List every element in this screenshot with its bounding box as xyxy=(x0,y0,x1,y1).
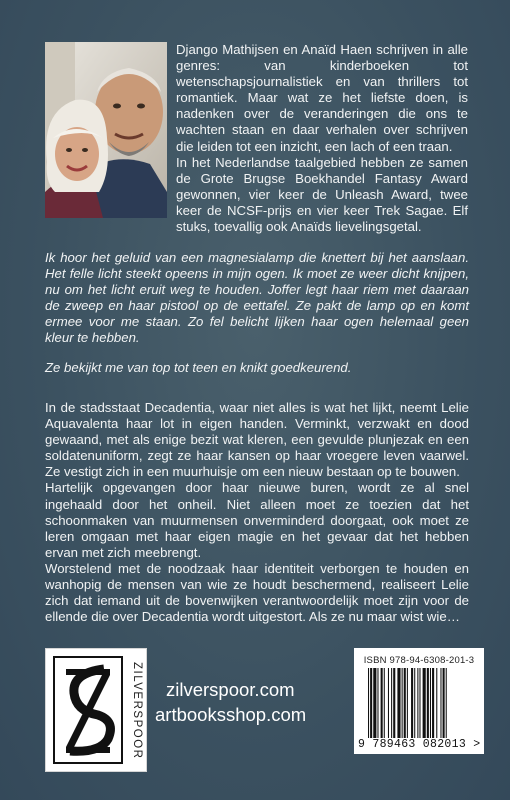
excerpt-paragraph: Ik hoor het geluid van een magnesialamp die knettert bij het aanslaan. Het felle licht steekt opeens in mijn ogen. Ik moet ze weer dicht knijpen, nu om het licht eruit weg te houden. Joffer legt haar riem met daaraan de zweep en haar pistool op de eettafel. Ze pakt de lamp op en komt ermee voor me staan. Zo fel belicht lijken haar ogen helemaal geen kleur te hebben. xyxy=(45,250,469,346)
book-blurb xyxy=(45,400,469,625)
isbn-barcode xyxy=(354,648,484,754)
barcode-icon xyxy=(368,668,476,738)
author-bio-paragraph: In het Nederlandse taalgebied hebben ze samen de Grote Brugse Boekhandel Fantasy Award gewonnen, vier keer de Unleash Award, twee keer de NCSF-prijs en vier keer Trek Sagae. Elf stuks, toevallig ook Anaïds lievelingsgetal. xyxy=(176,154,468,235)
zilverspoor-logo-icon xyxy=(52,655,124,765)
author-photo xyxy=(45,42,167,218)
publisher-logo-word: ZILVERSPOOR xyxy=(131,662,143,760)
publisher-logo xyxy=(45,648,147,772)
isbn-label: ISBN 978-94-6308-201-3 xyxy=(363,655,475,666)
book-excerpt xyxy=(45,250,469,389)
blurb-paragraph: In de stadsstaat Decadentia, waar niet alles is wat het lijkt, neemt Lelie Aquavalenta haar lot in eigen handen. Verminkt, verzwakt en dood gewaand, met als enige bezit wat kleren, een gevulde plunjezak en een soldatenuniform, zegt ze haar kansen op haar vroegere leven vaarwel. Ze vestigt zich in een muurhuisje om een nieuw bestaan op te bouwen. xyxy=(45,400,469,480)
shop-url[interactable]: artbooksshop.com xyxy=(155,704,307,725)
publisher-url[interactable]: zilverspoor.com xyxy=(166,679,295,700)
publisher-urls xyxy=(155,677,307,727)
author-bio-paragraph: Django Mathijsen en Anaïd Haen schrijven in alle genres: van kinderboeken tot wetenschapsjournalistiek en van thrillers tot romantiek. Maar wat ze het liefste doen, is nadenken over de veranderingen die ons te wachten staan en daar verhalen over schrijven die leiden tot een inzicht, een lach of een traan. xyxy=(176,42,468,154)
author-bio xyxy=(176,42,468,235)
excerpt-paragraph: Ze bekijkt me van top tot teen en knikt goedkeurend. xyxy=(45,359,352,375)
barcode-digits: 9 789463 082013 > xyxy=(358,738,481,751)
blurb-paragraph: Worstelend met de noodzaak haar identiteit verborgen te houden en wanhopig de mensen van wie ze houdt beschermend, realiseert Lelie zich dat iemand uit de bovenwijken verantwoordelijk moet zijn voor de ellende die over Decadentia wordt uitgestort. Als ze nu maar wist wie… xyxy=(45,560,469,625)
blurb-paragraph: Hartelijk opgevangen door haar nieuwe buren, wordt ze al snel ingehaald door het onheil. Niet alleen moet ze toezien dat het schoonmaken van muurmensen onverminderd doorgaat, ook moet ze leren omgaan met haar eigen magie en het gevaar dat het hebben ervan met zich meebrengt. xyxy=(45,480,469,560)
